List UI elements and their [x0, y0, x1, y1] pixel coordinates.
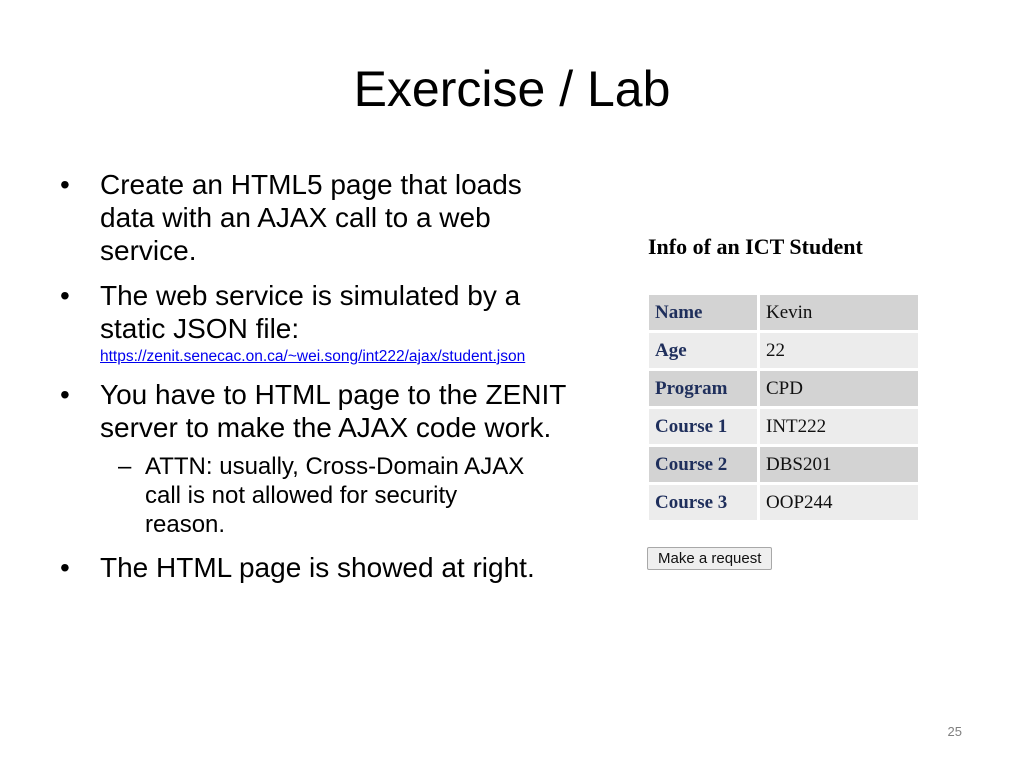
make-request-button[interactable]: Make a request: [647, 547, 772, 570]
row-key: Name: [649, 295, 757, 330]
sub-bullet-marker: –: [118, 453, 132, 480]
table-row: [649, 295, 918, 330]
sub-bullet-text: ATTN: usually, Cross-Domain AJAX call is not allowed for security reason.: [145, 453, 525, 538]
bullet-text: Create an HTML5 page that loads data with an AJAX call to a web service.: [100, 169, 522, 266]
bullet-text: You have to HTML page to the ZENIT server to make the AJAX code work.: [100, 379, 566, 443]
row-value: INT222: [760, 409, 918, 444]
row-key: Program: [649, 371, 757, 406]
row-key: Course 1: [649, 409, 757, 444]
table-row: [649, 485, 918, 520]
bullet-item: [60, 551, 580, 584]
bullet-item: [60, 279, 580, 366]
bullet-list: [60, 168, 580, 596]
bullet-item: [60, 378, 580, 539]
row-key: Course 2: [649, 447, 757, 482]
table-row: [649, 409, 918, 444]
bullet-text: The HTML page is showed at right.: [100, 552, 535, 583]
row-value: DBS201: [760, 447, 918, 482]
table-row: [649, 371, 918, 406]
bullet-marker: •: [60, 280, 70, 311]
sub-bullet-item: [100, 452, 525, 539]
row-key: Age: [649, 333, 757, 368]
student-info-table: [646, 292, 921, 523]
bullet-marker: •: [60, 169, 70, 200]
row-value: 22: [760, 333, 918, 368]
student-info-heading: Info of an ICT Student: [648, 234, 863, 259]
bullet-marker: •: [60, 379, 70, 410]
student-info-panel: [646, 234, 926, 570]
bullet-item: [60, 168, 580, 267]
row-key: Course 3: [649, 485, 757, 520]
json-file-link[interactable]: https://zenit.senecac.on.ca/~wei.song/int222/ajax/student.json: [100, 348, 526, 365]
slide-number: 25: [947, 724, 962, 739]
bullet-marker: •: [60, 552, 70, 583]
row-value: Kevin: [760, 295, 918, 330]
table-row: [649, 447, 918, 482]
sub-bullet-list: [100, 452, 580, 539]
bullet-text: The web service is simulated by a static JSON file:: [100, 280, 521, 344]
table-row: [649, 333, 918, 368]
row-value: OOP244: [760, 485, 918, 520]
row-value: CPD: [760, 371, 918, 406]
slide-title: Exercise / Lab: [353, 61, 671, 117]
